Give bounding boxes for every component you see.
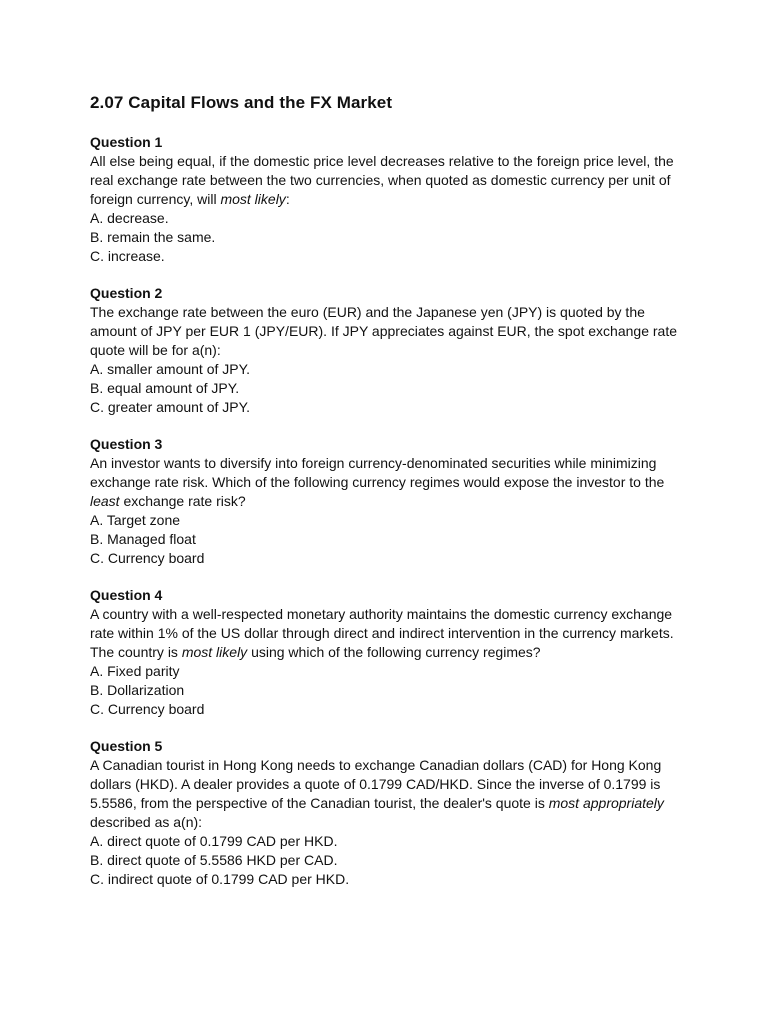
document-page (90, 92, 690, 889)
stem-text: exchange rate risk? (119, 493, 246, 509)
answer-option-a: A. decrease. (90, 210, 169, 226)
question-5 (90, 737, 690, 889)
answer-option-c: C. increase. (90, 248, 165, 264)
stem-text: : (285, 191, 290, 207)
stem-text: A Canadian tourist in Hong Kong needs to exchange Canadian dollars (CAD) for Hong Kong dollars (HKD). A dealer provides a quote of 0.1799 CAD/HKD. Since the inverse of 0.1799 is 5.5586, from the perspective of the Canadian tourist, the dealer's quote is (90, 757, 662, 811)
answer-option-a: A. Target zone (90, 512, 181, 528)
question-3 (90, 435, 690, 568)
question-4 (90, 586, 690, 719)
answer-option-a: A. smaller amount of JPY. (90, 361, 251, 377)
stem-text: All else being equal, if the domestic price level decreases relative to the foreign price level, the real exchange rate between the two currencies, when quoted as domestic currency per unit of foreign currency, will (90, 153, 674, 207)
stem-emphasis: least (90, 493, 120, 509)
question-2 (90, 284, 690, 417)
question-heading: Question 2 (90, 285, 163, 301)
question-heading: Question 5 (90, 738, 163, 754)
answer-option-b: B. remain the same. (90, 229, 216, 245)
answer-option-a: A. Fixed parity (90, 663, 180, 679)
answer-option-b: B. Managed float (90, 531, 196, 547)
question-1 (90, 133, 690, 266)
question-heading: Question 3 (90, 436, 163, 452)
document-title: 2.07 Capital Flows and the FX Market (90, 93, 393, 112)
stem-emphasis: most likely (181, 644, 248, 660)
question-heading: Question 4 (90, 587, 163, 603)
stem-text: using which of the following currency regimes? (247, 644, 541, 660)
answer-option-c: C. indirect quote of 0.1799 CAD per HKD. (90, 871, 350, 887)
answer-option-b: B. equal amount of JPY. (90, 380, 240, 396)
answer-option-a: A. direct quote of 0.1799 CAD per HKD. (90, 833, 338, 849)
stem-text: The exchange rate between the euro (EUR) and the Japanese yen (JPY) is quoted by the amount of JPY per EUR 1 (JPY/EUR). If JPY appreciates against EUR, the spot exchange rate quote will be for a(n): (90, 304, 677, 358)
stem-text: described as a(n): (90, 814, 203, 830)
answer-option-c: C. Currency board (90, 550, 205, 566)
answer-option-c: C. Currency board (90, 701, 205, 717)
question-heading: Question 1 (90, 134, 163, 150)
question-stem (90, 605, 690, 662)
stem-emphasis: most likely (220, 191, 286, 207)
answer-option-b: B. Dollarization (90, 682, 185, 698)
stem-text: An investor wants to diversify into foreign currency-denominated securities while minimizing exchange rate risk. Which of the following currency regimes would expose the investor to the (90, 455, 665, 490)
stem-text: A country with a well-respected monetary authority maintains the domestic currency exchange rate within 1% of the US dollar through direct and indirect intervention in the currency markets. The country is (90, 606, 674, 660)
question-stem (90, 454, 690, 511)
question-stem (90, 303, 690, 360)
question-stem (90, 756, 690, 832)
stem-emphasis: most appropriately (548, 795, 664, 811)
answer-option-b: B. direct quote of 5.5586 HKD per CAD. (90, 852, 338, 868)
answer-option-c: C. greater amount of JPY. (90, 399, 251, 415)
question-stem (90, 152, 690, 209)
